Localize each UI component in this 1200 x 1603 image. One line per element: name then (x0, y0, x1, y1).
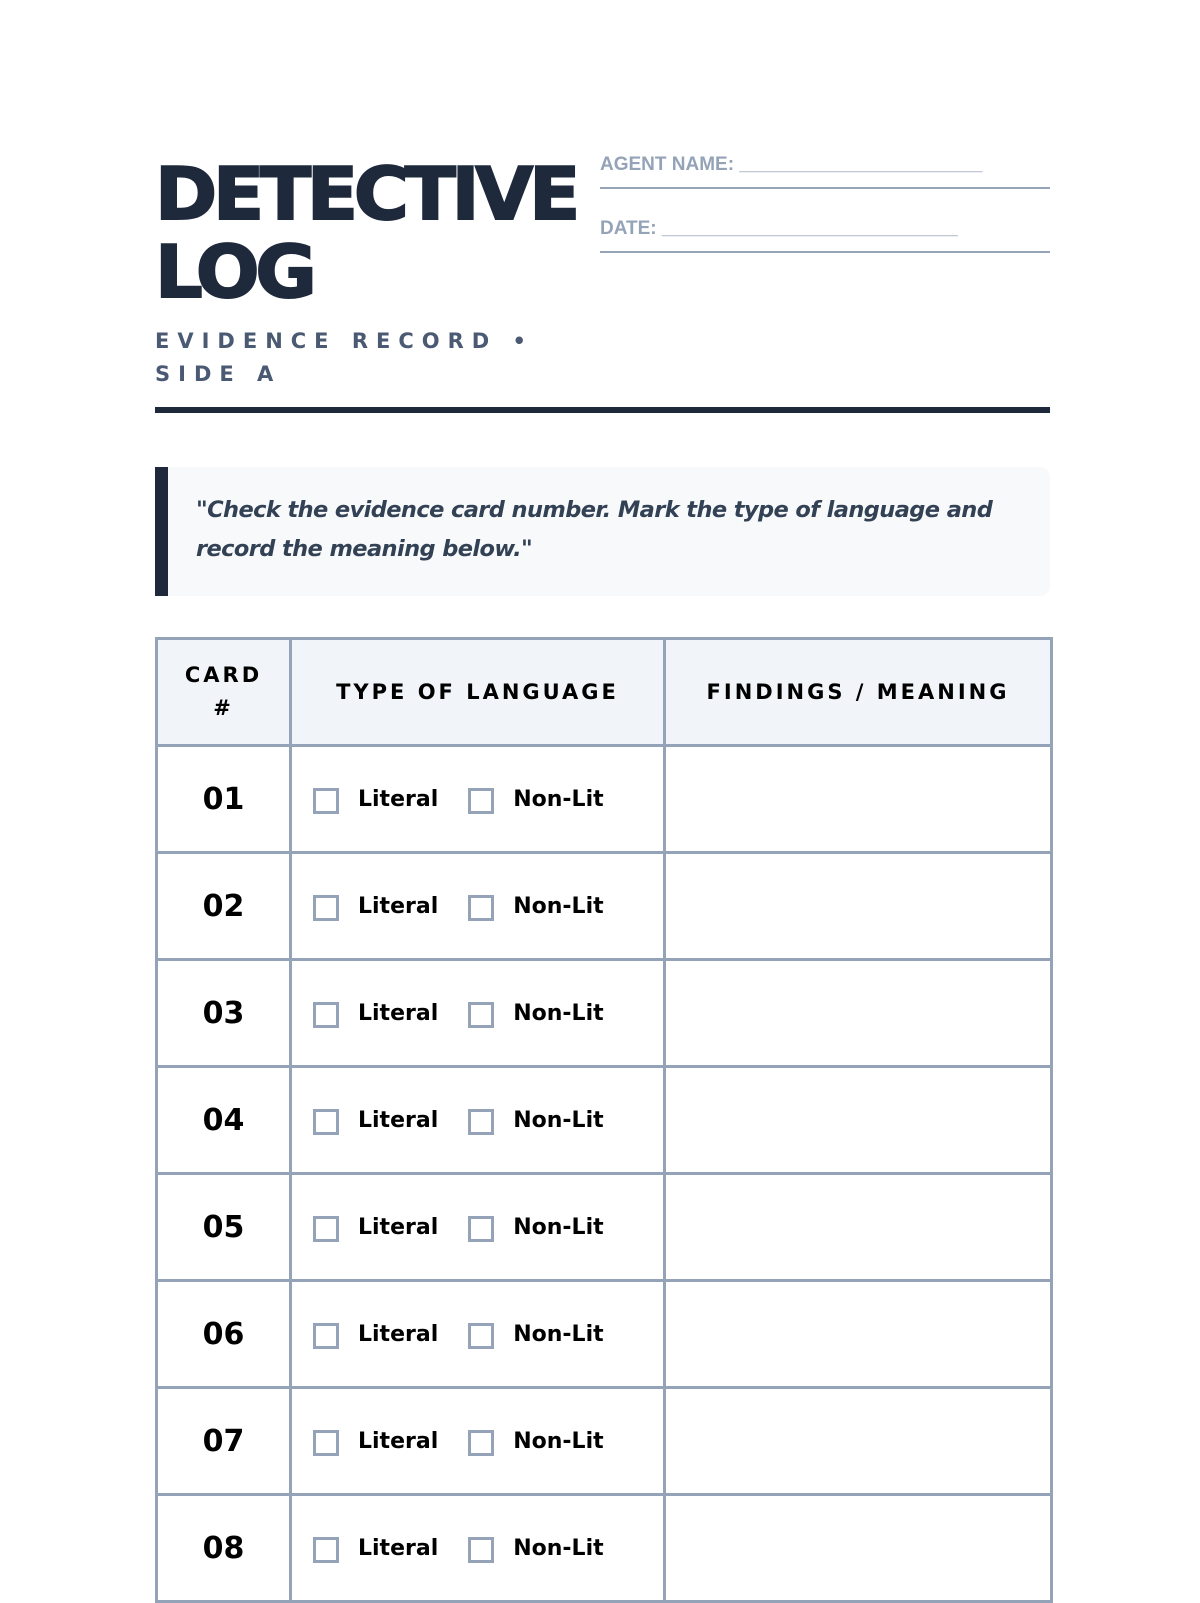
literal-checkbox[interactable] (313, 1216, 339, 1242)
literal-checkbox[interactable] (313, 1323, 339, 1349)
language-type-cell (291, 1388, 665, 1495)
table-row (157, 1281, 1052, 1388)
literal-label: Literal (358, 1535, 439, 1561)
non-lit-label: Non-Lit (513, 1214, 604, 1240)
literal-checkbox[interactable] (313, 1537, 339, 1563)
literal-option[interactable] (313, 1000, 438, 1026)
callout-accent-bar (155, 467, 168, 596)
non-lit-checkbox[interactable] (468, 1109, 494, 1135)
card-number: 04 (157, 1067, 291, 1174)
literal-checkbox[interactable] (313, 788, 339, 814)
literal-option[interactable] (313, 1321, 438, 1347)
non-lit-option[interactable] (468, 893, 603, 919)
literal-option[interactable] (313, 786, 438, 812)
header-card-number-label: CARD # (184, 663, 263, 720)
findings-cell[interactable] (665, 1281, 1052, 1388)
findings-cell[interactable] (665, 1174, 1052, 1281)
literal-checkbox[interactable] (313, 1109, 339, 1135)
page-title (155, 152, 618, 314)
table-row (157, 853, 1052, 960)
literal-label: Literal (358, 1321, 439, 1347)
subtitle (155, 325, 555, 391)
language-type-cell (291, 1495, 665, 1602)
date-field[interactable]: DATE: ____________________________ (600, 219, 1050, 253)
literal-label: Literal (358, 786, 439, 812)
agent-name-field[interactable]: AGENT NAME: _______________________ (600, 155, 1050, 189)
literal-option[interactable] (313, 1535, 438, 1561)
non-lit-label: Non-Lit (513, 786, 604, 812)
table-row (157, 1067, 1052, 1174)
card-number: 02 (157, 853, 291, 960)
literal-option[interactable] (313, 1214, 438, 1240)
table-row (157, 1174, 1052, 1281)
header-type-of-language-label: TYPE OF LANGUAGE (336, 679, 619, 704)
table-row (157, 1388, 1052, 1495)
literal-option[interactable] (313, 893, 438, 919)
non-lit-option[interactable] (468, 1321, 603, 1347)
table-row (157, 960, 1052, 1067)
non-lit-label: Non-Lit (513, 1321, 604, 1347)
card-number: 06 (157, 1281, 291, 1388)
header-type-of-language (291, 639, 665, 746)
instruction-text: "Check the evidence card number. Mark the type of language and record the meaning below." (196, 497, 993, 562)
non-lit-option[interactable] (468, 1000, 603, 1026)
instruction-callout (155, 467, 1050, 596)
literal-checkbox[interactable] (313, 1430, 339, 1456)
language-type-cell (291, 1281, 665, 1388)
non-lit-label: Non-Lit (513, 1428, 604, 1454)
non-lit-checkbox[interactable] (468, 788, 494, 814)
header-findings-label: FINDINGS / MEANING (706, 679, 1010, 704)
non-lit-label: Non-Lit (513, 1000, 604, 1026)
language-type-cell (291, 853, 665, 960)
title-block (155, 152, 600, 391)
non-lit-label: Non-Lit (513, 893, 604, 919)
non-lit-label: Non-Lit (513, 1535, 604, 1561)
literal-option[interactable] (313, 1428, 438, 1454)
language-type-cell (291, 1067, 665, 1174)
table-row (157, 1495, 1052, 1602)
language-type-cell (291, 960, 665, 1067)
title-line-1: DETECTIVE (155, 152, 577, 236)
non-lit-checkbox[interactable] (468, 1537, 494, 1563)
non-lit-label: Non-Lit (513, 1107, 604, 1133)
header-findings (665, 639, 1052, 746)
meta-fields (600, 155, 1050, 283)
non-lit-checkbox[interactable] (468, 1430, 494, 1456)
card-number: 03 (157, 960, 291, 1067)
literal-checkbox[interactable] (313, 895, 339, 921)
non-lit-option[interactable] (468, 1428, 603, 1454)
non-lit-option[interactable] (468, 1107, 603, 1133)
literal-checkbox[interactable] (313, 1002, 339, 1028)
table-row (157, 746, 1052, 853)
findings-cell[interactable] (665, 853, 1052, 960)
findings-cell[interactable] (665, 1067, 1052, 1174)
subtitle-line-1: EVIDENCE RECORD • (155, 329, 534, 353)
non-lit-checkbox[interactable] (468, 1323, 494, 1349)
findings-cell[interactable] (665, 1495, 1052, 1602)
literal-label: Literal (358, 1428, 439, 1454)
non-lit-checkbox[interactable] (468, 895, 494, 921)
findings-cell[interactable] (665, 1388, 1052, 1495)
literal-label: Literal (358, 893, 439, 919)
literal-label: Literal (358, 1107, 439, 1133)
findings-cell[interactable] (665, 746, 1052, 853)
card-number: 07 (157, 1388, 291, 1495)
findings-cell[interactable] (665, 960, 1052, 1067)
card-number: 01 (157, 746, 291, 853)
non-lit-checkbox[interactable] (468, 1216, 494, 1242)
card-number: 08 (157, 1495, 291, 1602)
non-lit-checkbox[interactable] (468, 1002, 494, 1028)
subtitle-line-2: SIDE A (155, 362, 282, 386)
log-page (155, 152, 1050, 1603)
non-lit-option[interactable] (468, 1535, 603, 1561)
non-lit-option[interactable] (468, 1214, 603, 1240)
literal-label: Literal (358, 1214, 439, 1240)
literal-label: Literal (358, 1000, 439, 1026)
card-number: 05 (157, 1174, 291, 1281)
title-line-2: LOG (155, 230, 313, 314)
non-lit-option[interactable] (468, 786, 603, 812)
header-card-number (157, 639, 291, 746)
literal-option[interactable] (313, 1107, 438, 1133)
table-header-row (157, 639, 1052, 746)
header (155, 152, 1050, 410)
language-type-cell (291, 746, 665, 853)
language-type-cell (291, 1174, 665, 1281)
header-rule (155, 407, 1050, 413)
evidence-table (155, 637, 1053, 1603)
